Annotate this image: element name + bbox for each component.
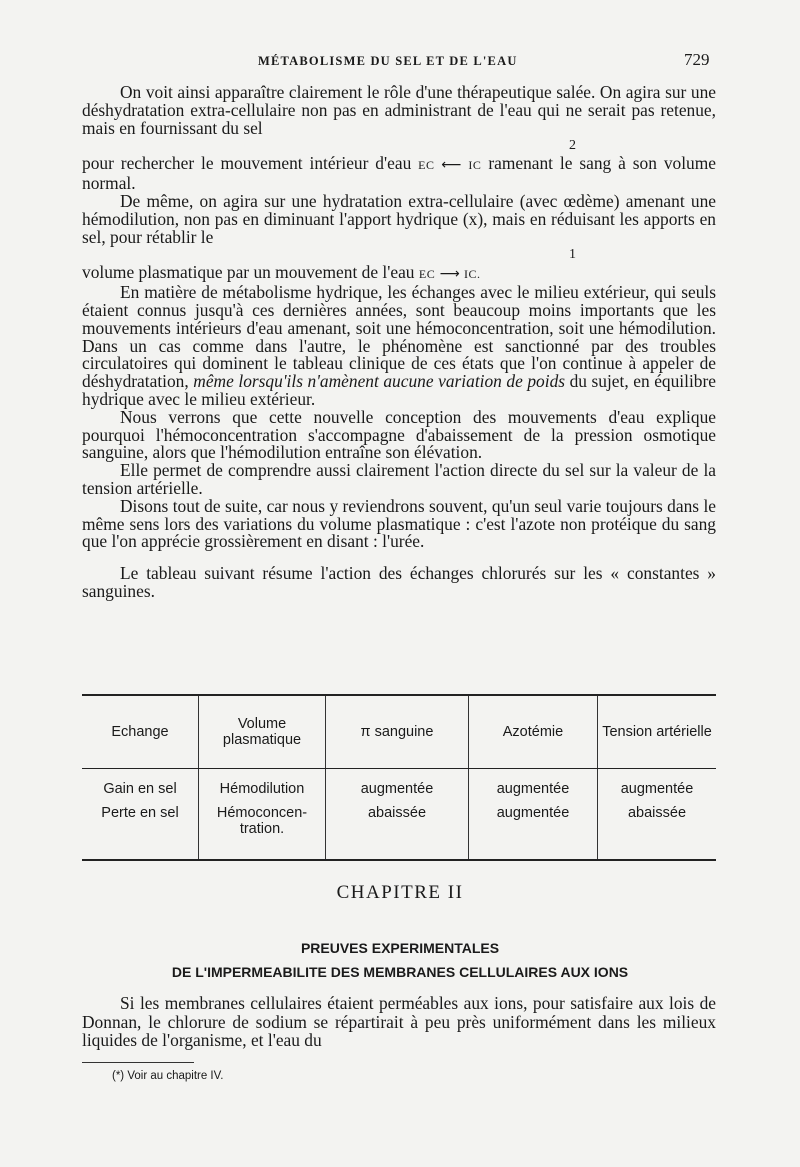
paragraph-conception: Nous verrons que cette nouvelle conception des mouvements d'eau explique pourquoi l'hémoconcentration s'accompagne d'abaissement de la pression osmotique sanguine, alors que l'hémodilution entraîne son élévation. [82,406,716,463]
text-run: du sujet, en équilibre hydrique avec le milieu extérieur. [82,371,716,409]
paragraph-hydratation [82,190,716,247]
column-header: Echange [82,695,199,769]
paragraph-tableau: Le tableau suivant résume l'action des échanges chlorurés sur les « constantes » sanguines. [82,563,716,601]
table-cell: augmentée [326,769,469,798]
chapter-body [82,994,716,1050]
section-title-line: DE L'IMPERMEABILITE DES MEMBRANES CELLULAIRES AUX IONS [171,964,629,980]
column-header: Tension artérielle [598,695,717,769]
text-run: volume plasmatique par un mouvement de l'eau [82,262,415,283]
page-number: 729 [684,50,710,69]
section-title [0,936,800,984]
table-row [82,769,716,798]
table-cell: abaissée [326,797,469,860]
table-cell: Hémoconcen-tration. [199,797,326,860]
right-arrow-icon: ⟶ [439,266,460,283]
ic-label: IC [468,158,482,173]
ec-label: EC [418,267,436,282]
table-header-row [82,695,716,769]
running-title: MÉTABOLISME DU SEL ET DE L'EAU [258,54,518,68]
table-cell: Hémodilution [199,769,326,798]
text-run: ramenant le sang à son volume normal. [82,153,716,194]
page-header [0,50,800,74]
table-cell: Perte en sel [101,805,179,821]
column-header: Volume plasmatique [199,695,326,769]
column-header: Azotémie [469,695,598,769]
section-title-line: PREUVES EXPERIMENTALES [300,940,500,956]
paragraph-tension: Elle permet de comprendre aussi clairement l'action directe du sel sur la valeur de la tension artérielle. [82,460,716,498]
subscript-2: 2 [569,138,576,154]
ic-label: IC. [464,267,481,282]
paragraph-continuation-1 [82,155,716,193]
body-text [82,84,716,601]
table-cell: Gain en sel [103,781,177,797]
text-run: pour rechercher le mouvement intérieur d'eau [82,153,412,174]
paragraph-metabolisme [82,284,716,409]
table-cell: augmentée [469,797,598,860]
footnote-rule [82,1062,194,1063]
chapter-title: CHAPITRE II [336,882,464,903]
paragraph-text: On voit ainsi apparaître clairement le rôle d'une thérapeutique salée. On agira sur une déshydratation extra-cellulaire non pas en administrant de l'eau qui ne serait pas retenue, mais en fournissant du sel [82,82,716,138]
table-cell: augmentée [469,769,598,798]
table-row [82,797,716,860]
column-header: π sanguine [326,695,469,769]
paragraph-therapeutique [82,84,716,137]
paragraph-membranes: Si les membranes cellulaires étaient perméables aux ions, pour satisfaire aux lois de Donnan, le chlorure de sodium se répartirait à peu près uniformément dans les milieux liquides de l'organisme, et l'eau du [82,993,716,1050]
paragraph-text: De même, on agira sur une hydratation extra-cellulaire (avec œdème) amenant une hémodilution, non pas en diminuant l'apport hydrique (x), mais en réduisant les apports en sel, pour rétablir le [82,190,716,247]
table-cell: abaissée [598,797,717,860]
footnote: (*) Voir au chapitre IV. [112,1070,224,1082]
table-cell: augmentée [598,769,717,798]
text-run: En matière de métabolisme hydrique, les échanges avec le milieu extérieur, qui seuls étaient connus jusqu'à ces dernières années, sont beaucoup moins importants que les mouvements intérieurs d'eau amenant, soit une hémoconcentration, soit une hémodilution. Dans un cas comme dans l'autre, le phénomène est sanctionné par des troubles circulatoires qui dominent le tableau clinique de ces états que l'on continue à appeler de déshydratation, [82,282,716,392]
exchanges-table [82,694,716,861]
subscript-1: 1 [569,247,576,263]
italic-emphasis: même lorsqu'ils n'amènent aucune variation de poids [193,371,566,392]
ec-label: EC [418,158,435,173]
left-arrow-icon: ⟵ [441,157,462,174]
paragraph-azote: Disons tout de suite, car nous y reviendrons souvent, qu'un seul varie toujours dans le même sens lors des variations du volume plasmatique : c'est l'azote non protéique du sang que l'on apprécie grossièrement en disant : l'urée. [82,495,716,552]
